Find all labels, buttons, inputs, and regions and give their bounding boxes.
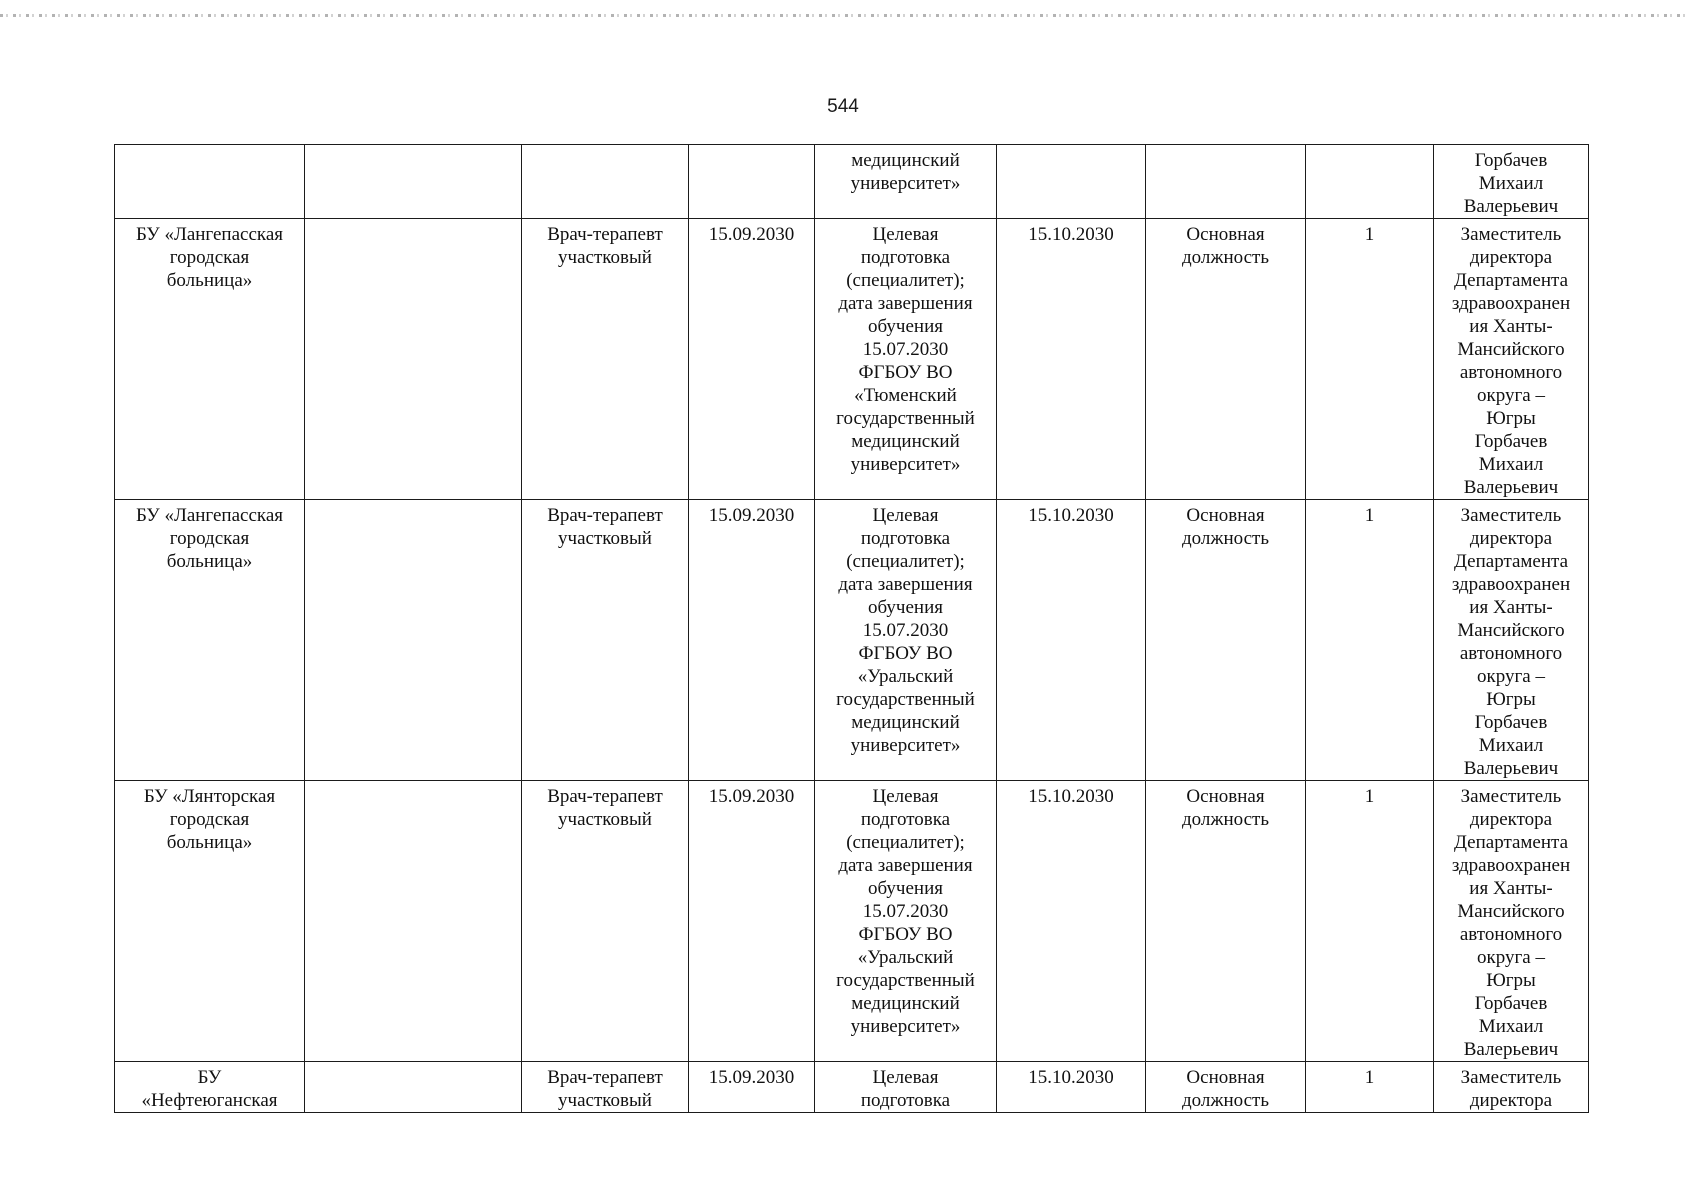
deadline-cell <box>997 500 1146 781</box>
position-type-cell-line: Основная <box>1186 1067 1265 1088</box>
position-type-cell-line: должность <box>1181 528 1270 549</box>
signatory-cell-line: автономного <box>1459 924 1563 945</box>
vacancy-count-cell <box>1306 1062 1434 1113</box>
training-info-cell-line: университет» <box>850 173 961 194</box>
training-info-cell-line: государственный <box>836 408 975 429</box>
vacancy-count-cell <box>1306 500 1434 781</box>
start-date-cell <box>689 1062 815 1113</box>
vacancy-count-cell-line: 1 <box>1364 505 1375 526</box>
training-info-cell-line: дата завершения <box>838 574 973 595</box>
position-cell <box>522 1062 689 1113</box>
employer-cell-line: больница» <box>166 270 253 291</box>
training-info-cell-line: (специалитет); <box>846 270 965 291</box>
training-info-cell-line: Целевая <box>872 1067 939 1088</box>
signatory-cell-line: Мансийского <box>1457 339 1565 360</box>
signatory-cell <box>1434 500 1589 781</box>
blank-cell <box>305 781 522 1062</box>
signatory-cell-line: ия Ханты- <box>1469 597 1553 618</box>
table-row <box>115 145 1589 219</box>
signatory-cell-line: директора <box>1469 247 1553 268</box>
signatory-cell-line: Югры <box>1486 970 1536 991</box>
start-date-cell <box>689 781 815 1062</box>
signatory-cell-line: Горбачев <box>1474 150 1548 171</box>
position-type-cell-line: Основная <box>1186 224 1265 245</box>
training-info-cell-line: ФГБОУ ВО <box>858 643 953 664</box>
position-type-cell <box>1146 500 1306 781</box>
training-info-cell-line: (специалитет); <box>846 551 965 572</box>
vacancy-count-cell <box>1306 219 1434 500</box>
training-info-cell-line: государственный <box>836 689 975 710</box>
employer-cell <box>115 1062 305 1113</box>
signatory-cell-line: ия Ханты- <box>1469 878 1553 899</box>
training-info-cell-line: «Тюменский <box>854 385 957 406</box>
training-info-cell-line: 15.07.2030 <box>862 620 949 641</box>
deadline-cell-line: 15.10.2030 <box>1028 1067 1114 1088</box>
signatory-cell-line: округа – <box>1477 947 1545 968</box>
training-info-cell-line: университет» <box>850 735 961 756</box>
blank-cell <box>305 500 522 781</box>
training-info-cell <box>815 219 997 500</box>
position-type-cell-line: Основная <box>1186 786 1265 807</box>
training-info-cell-line: университет» <box>850 454 961 475</box>
employer-cell-line: БУ <box>197 1067 222 1088</box>
training-info-cell-line: государственный <box>836 970 975 991</box>
signatory-cell-line: Заместитель <box>1460 505 1562 526</box>
signatory-cell-line: Горбачев <box>1474 993 1548 1014</box>
signatory-cell-line: здравоохранен <box>1451 855 1571 876</box>
employer-cell-line: БУ «Лангепасская <box>136 505 283 526</box>
signatory-cell-line: ия Ханты- <box>1469 316 1553 337</box>
signatory-cell-line: Михаил <box>1478 173 1544 194</box>
blank-cell <box>305 1062 522 1113</box>
deadline-cell <box>997 219 1146 500</box>
training-info-cell-line: «Уральский <box>857 947 954 968</box>
training-info-cell-line: подготовка <box>860 1090 951 1111</box>
training-info-cell-line: обучения <box>867 597 943 618</box>
training-info-cell-line: 15.07.2030 <box>862 901 949 922</box>
training-info-cell-line: дата завершения <box>838 293 973 314</box>
signatory-cell <box>1434 1062 1589 1113</box>
employer-cell-line: БУ «Лангепасская <box>136 224 283 245</box>
blank-cell <box>305 145 522 219</box>
deadline-cell <box>997 145 1146 219</box>
training-info-cell-line: подготовка <box>860 247 951 268</box>
signatory-cell-line: Валерьевич <box>1463 196 1559 217</box>
position-cell-line: участковый <box>558 1090 652 1111</box>
training-info-cell-line: подготовка <box>860 809 951 830</box>
signatory-cell-line: Заместитель <box>1460 1067 1562 1088</box>
position-type-cell <box>1146 145 1306 219</box>
training-info-cell-line: «Уральский <box>857 666 954 687</box>
signatory-cell-line: Югры <box>1486 408 1536 429</box>
signatory-cell <box>1434 219 1589 500</box>
signatory-cell-line: Горбачев <box>1474 431 1548 452</box>
position-cell-line: участковый <box>558 528 652 549</box>
start-date-cell <box>689 219 815 500</box>
employer-cell-line: городская <box>169 528 250 549</box>
position-type-cell-line: должность <box>1181 809 1270 830</box>
signatory-cell-line: здравоохранен <box>1451 574 1571 595</box>
employer-cell-line: городская <box>169 809 250 830</box>
signatory-cell-line: Валерьевич <box>1463 758 1559 779</box>
training-info-cell-line: Целевая <box>872 224 939 245</box>
position-cell-line: Врач-терапевт <box>547 224 663 245</box>
signatory-cell-line: Михаил <box>1478 735 1544 756</box>
training-info-cell-line: медицинский <box>851 431 960 452</box>
employer-cell <box>115 500 305 781</box>
position-cell-line: Врач-терапевт <box>547 505 663 526</box>
training-info-cell-line: обучения <box>867 316 943 337</box>
vacancy-count-cell-line: 1 <box>1364 1067 1375 1088</box>
start-date-cell-line: 15.09.2030 <box>708 786 795 807</box>
table-row <box>115 781 1589 1062</box>
training-info-cell <box>815 145 997 219</box>
scan-edge-artifact <box>0 14 1686 17</box>
employer-cell-line: БУ «Лянторская <box>143 786 276 807</box>
position-cell-line: участковый <box>558 809 652 830</box>
position-cell-line: Врач-терапевт <box>547 786 663 807</box>
vacancy-count-cell <box>1306 781 1434 1062</box>
signatory-cell-line: Валерьевич <box>1463 477 1559 498</box>
position-cell-line: Врач-терапевт <box>547 1067 663 1088</box>
signatory-cell-line: автономного <box>1459 643 1563 664</box>
signatory-cell-line: Департамента <box>1453 832 1569 853</box>
signatory-cell-line: Михаил <box>1478 454 1544 475</box>
training-info-cell <box>815 781 997 1062</box>
position-type-cell <box>1146 781 1306 1062</box>
signatory-cell-line: Мансийского <box>1457 901 1565 922</box>
signatory-cell-line: округа – <box>1477 666 1545 687</box>
signatory-cell-line: Департамента <box>1453 551 1569 572</box>
table-row <box>115 219 1589 500</box>
position-cell <box>522 781 689 1062</box>
vacancy-count-cell-line: 1 <box>1364 786 1375 807</box>
employer-cell <box>115 145 305 219</box>
employer-cell-line: «Нефтеюганская <box>141 1090 278 1111</box>
employer-cell-line: больница» <box>166 832 253 853</box>
start-date-cell-line: 15.09.2030 <box>708 505 795 526</box>
blank-cell <box>305 219 522 500</box>
vacancy-table <box>114 144 1589 1113</box>
training-info-cell <box>815 1062 997 1113</box>
training-info-cell <box>815 500 997 781</box>
signatory-cell <box>1434 781 1589 1062</box>
table-row <box>115 500 1589 781</box>
employer-cell <box>115 781 305 1062</box>
training-info-cell-line: дата завершения <box>838 855 973 876</box>
position-type-cell-line: должность <box>1181 247 1270 268</box>
employer-cell <box>115 219 305 500</box>
signatory-cell-line: округа – <box>1477 385 1545 406</box>
position-cell <box>522 219 689 500</box>
training-info-cell-line: ФГБОУ ВО <box>858 362 953 383</box>
deadline-cell-line: 15.10.2030 <box>1028 505 1114 526</box>
training-info-cell-line: 15.07.2030 <box>862 339 949 360</box>
training-info-cell-line: (специалитет); <box>846 832 965 853</box>
signatory-cell-line: Заместитель <box>1460 786 1562 807</box>
position-type-cell <box>1146 219 1306 500</box>
deadline-cell <box>997 781 1146 1062</box>
vacancy-count-cell-line: 1 <box>1364 224 1375 245</box>
table-row <box>115 1062 1589 1113</box>
training-info-cell-line: медицинский <box>851 712 960 733</box>
signatory-cell-line: Югры <box>1486 689 1536 710</box>
signatory-cell-line: директора <box>1469 1090 1553 1111</box>
signatory-cell-line: автономного <box>1459 362 1563 383</box>
start-date-cell-line: 15.09.2030 <box>708 1067 795 1088</box>
training-info-cell-line: подготовка <box>860 528 951 549</box>
position-cell <box>522 145 689 219</box>
signatory-cell-line: директора <box>1469 809 1553 830</box>
training-info-cell-line: Целевая <box>872 505 939 526</box>
signatory-cell-line: Михаил <box>1478 1016 1544 1037</box>
signatory-cell-line: Валерьевич <box>1463 1039 1559 1060</box>
signatory-cell-line: Заместитель <box>1460 224 1562 245</box>
signatory-cell-line: здравоохранен <box>1451 293 1571 314</box>
deadline-cell-line: 15.10.2030 <box>1028 224 1114 245</box>
training-info-cell-line: обучения <box>867 878 943 899</box>
signatory-cell-line: директора <box>1469 528 1553 549</box>
start-date-cell-line: 15.09.2030 <box>708 224 795 245</box>
position-type-cell-line: должность <box>1181 1090 1270 1111</box>
employer-cell-line: больница» <box>166 551 253 572</box>
deadline-cell <box>997 1062 1146 1113</box>
training-info-cell-line: университет» <box>850 1016 961 1037</box>
start-date-cell <box>689 145 815 219</box>
employer-cell-line: городская <box>169 247 250 268</box>
position-type-cell <box>1146 1062 1306 1113</box>
training-info-cell-line: медицинский <box>851 150 960 171</box>
signatory-cell-line: Мансийского <box>1457 620 1565 641</box>
signatory-cell-line: Горбачев <box>1474 712 1548 733</box>
training-info-cell-line: Целевая <box>872 786 939 807</box>
deadline-cell-line: 15.10.2030 <box>1028 786 1114 807</box>
start-date-cell <box>689 500 815 781</box>
position-cell <box>522 500 689 781</box>
training-info-cell-line: ФГБОУ ВО <box>858 924 953 945</box>
page-number: 544 <box>827 96 859 117</box>
signatory-cell-line: Департамента <box>1453 270 1569 291</box>
vacancy-count-cell <box>1306 145 1434 219</box>
position-type-cell-line: Основная <box>1186 505 1265 526</box>
position-cell-line: участковый <box>558 247 652 268</box>
signatory-cell <box>1434 145 1589 219</box>
training-info-cell-line: медицинский <box>851 993 960 1014</box>
